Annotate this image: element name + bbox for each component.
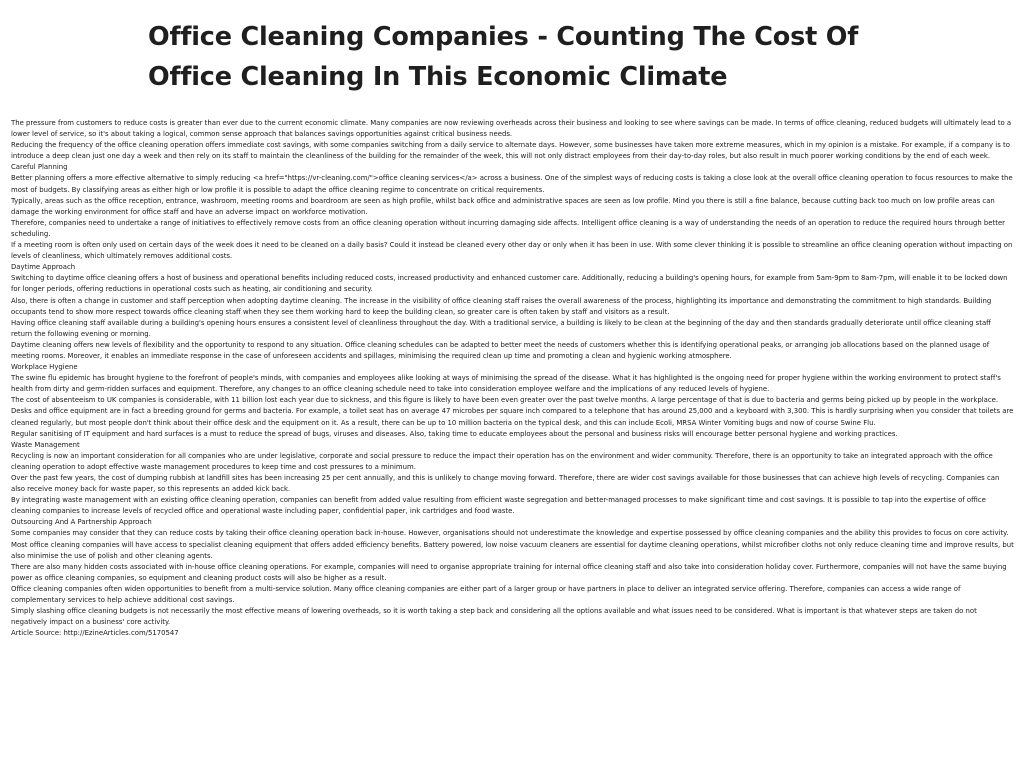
article-paragraph: Better planning offers a more effective alternative to simply reducing <a href="https://vr-cleaning.com/">office cleaning services</a> across a business. One of the simplest ways of reducing costs is taking a close look at the overall office cleaning operation to focus resources to make the most of budgets. By classifying areas as either high or low profile it is possible to adapt the office cleaning regime to concentrate on critical requirements. <box>11 174 1013 194</box>
article-paragraph: Simply slashing office cleaning budgets is not necessarily the most effective means of lowering overheads, so it is worth taking a step back and considering all the options available and what issues need to be considered. What is important is that whatever steps are taken do not negatively impact on a business' core activity. <box>11 607 977 627</box>
article-paragraph: Having office cleaning staff available during a building's opening hours ensures a consistent level of cleanliness throughout the day. With a traditional service, a building is likely to be clean at the beginning of the day and then standards gradually deteriorate until office cleaning staff return the following evening or morning. <box>11 318 991 338</box>
section-heading: Careful Planning <box>11 163 68 172</box>
article-paragraph: If a meeting room is often only used on certain days of the week does it need to be cleaned on a daily basis? Could it instead be cleaned every other day or only when it has been in use. With some clever thinking it is possible to streamline an office cleaning operation without impacting on levels of cleanliness, which ultimately removes additional costs. <box>11 241 1013 261</box>
section-heading: Outsourcing And A Partnership Approach <box>11 518 152 527</box>
section-heading: Daytime Approach <box>11 263 76 272</box>
article-body <box>11 118 1014 639</box>
article-paragraph: Desks and office equipment are in fact a breeding ground for germs and bacteria. For example, a toilet seat has on average 47 microbes per square inch compared to a telephone that has around 25,000 and a keyboard with 3,300. This is hardly surprising when you consider that toilets are cleaned regularly, but most people don't think about their office desk and the equipment on it. As a result, there can be up to 10 million bacteria on the typical desk, and this can include Ecoli, MRSA Winter Vomiting bugs and now of course Swine Flu. <box>11 407 1014 427</box>
article-paragraph: Over the past few years, the cost of dumping rubbish at landfill sites has been increasing 25 per cent annually, and this is unlikely to change moving forward. Therefore, there are wider cost savings available for those businesses that can achieve high levels of recycling. Companies can also receive money back for waste paper, so this represents an added kick back. <box>11 474 1000 494</box>
article-paragraph: Typically, areas such as the office reception, entrance, washroom, meeting rooms and boardroom are seen as high profile, whilst back office and administrative spaces are seen as low profile. Mind you there is still a fine balance, because cutting back too much on low profile areas can damage the working environment for office staff and have an adverse impact on workforce motivation. <box>11 196 995 216</box>
article-paragraph: Regular sanitising of IT equipment and hard surfaces is a must to reduce the spread of bugs, viruses and diseases. Also, taking time to educate employees about the personal and business risks will encourage better personal hygiene and working practices. <box>11 429 898 438</box>
article-paragraph: There are also many hidden costs associated with in-house office cleaning operations. For example, companies will need to organise appropriate training for internal office cleaning staff and also take into consideration holiday cover. Furthermore, companies will not have the same buying power as office cleaning companies, so equipment and cleaning product costs will also be higher as a result. <box>11 562 1007 582</box>
article-paragraph: Some companies may consider that they can reduce costs by taking their office cleaning operation back in-house. However, organisations should not underestimate the knowledge and expertise possessed by office cleaning companies and the ability this provides to focus on core activity. <box>11 529 1009 538</box>
article-paragraph: The cost of absenteeism to UK companies is considerable, with 11 billion lost each year due to sickness, and this figure is likely to have been even greater over the past twelve months. A large percentage of that is due to bacteria and germs being picked up by people in the workplace. <box>11 396 999 405</box>
article-paragraph: The swine flu epidemic has brought hygiene to the forefront of people's minds, with companies and employees alike looking at ways of minimising the spread of the disease. What it has highlighted is the ongoing need for proper hygiene within the working environment to protect staff's health from dirty and germ-ridden surfaces and equipment. Therefore, any changes to an office cleaning schedule need to take into consideration employee welfare and the implications of any reduced levels of hygiene. <box>11 374 1001 394</box>
article-paragraph: Switching to daytime office cleaning offers a host of business and operational benefits including reduced costs, increased productivity and enhanced customer care. Additionally, reducing a building's opening hours, for example from 5am-9pm to 8am-7pm, will enable it to be locked down for longer periods, offering reductions in operational costs such as heating, air conditioning and security. <box>11 274 1008 294</box>
article-paragraph: Therefore, companies need to undertake a range of initiatives to effectively remove costs from an office cleaning operation without incurring damaging side affects. Intelligent office cleaning is a way of understanding the needs of an operation to reduce the required hours through better scheduling. <box>11 218 1006 238</box>
section-heading: Waste Management <box>11 440 80 449</box>
article-paragraph: Recycling is now an important consideration for all companies who are under legislative, corporate and social pressure to reduce the impact their operation has on the environment and wider community. Therefore, there is an opportunity to take an integrated approach with the office cleaning operation to adopt effective waste management procedures to keep time and cost pressures to a minimum. <box>11 451 993 471</box>
article-paragraph: By integrating waste management with an existing office cleaning operation, companies can benefit from added value resulting from efficient waste segregation and better-managed processes to make significant time and cost savings. It is possible to tap into the expertise of office cleaning companies to increase levels of recycled office and operational waste including paper, confidential paper, ink cartridges and food waste. <box>11 496 986 516</box>
article-paragraph: Office cleaning companies often widen opportunities to benefit from a multi-service solution. Many office cleaning companies are either part of a larger group or have partners in place to deliver an integrated service offering. Therefore, companies can access a wide range of complementary services to help achieve additional cost savings. <box>11 584 961 605</box>
section-heading: Workplace Hygiene <box>11 363 78 372</box>
page-title: Office Cleaning Companies - Counting The Cost Of Office Cleaning In This Economic Climate <box>148 22 859 92</box>
article-paragraph: Daytime cleaning offers new levels of flexibility and the opportunity to respond to any situation. Office cleaning schedules can be adapted to better meet the needs of customers whether this is identifying operational peaks, or arranging job allocations based on the planned usage of meeting rooms. Moreover, it enables an immediate response in the case of unforeseen accidents and spillages, minimising the required clean up time and promoting a clean and hygienic working atmosphere. <box>11 340 990 360</box>
article-paragraph: Reducing the frequency of the office cleaning operation offers immediate cost savings, with some companies switching from a daily service to alternate days. However, some businesses have taken more extreme measures, which in my opinion is a mistake. For example, if a company is to introduce a deep clean just one day a week and then rely on its staff to maintain the cleanliness of the building for the remainder of the week, this will not only distract employees from their day-to-day roles, but also result in much poorer working conditions by the end of each week. <box>11 141 1010 161</box>
article-source: Article Source: http://EzineArticles.com/5170547 <box>11 629 179 638</box>
article-paragraph: Most office cleaning companies will have access to specialist cleaning equipment that offers added efficiency benefits. Battery powered, low noise vacuum cleaners are essential for daytime cleaning operations, whilst microfiber cloths not only reduce cleaning time and improve results, but also minimise the use of polish and other cleaning agents. <box>11 540 1014 560</box>
article-paragraph: Also, there is often a change in customer and staff perception when adopting daytime cleaning. The increase in the visibility of office cleaning staff raises the overall awareness of the process, highlighting its importance and demonstrating the commitment to high standards. Building occupants tend to show more respect towards office cleaning staff when they see them working hard to keep the building clean, so greater care is often taken by staff and visitors as a result. <box>11 296 992 316</box>
article-paragraph: The pressure from customers to reduce costs is greater than ever due to the current economic climate. Many companies are now reviewing overheads across their business and looking to see where savings can be made. In terms of office cleaning, reduced budgets will ultimately lead to a lower level of service, so it's about taking a logical, common sense approach that balances savings opportunities against critical business needs. <box>11 119 1012 139</box>
